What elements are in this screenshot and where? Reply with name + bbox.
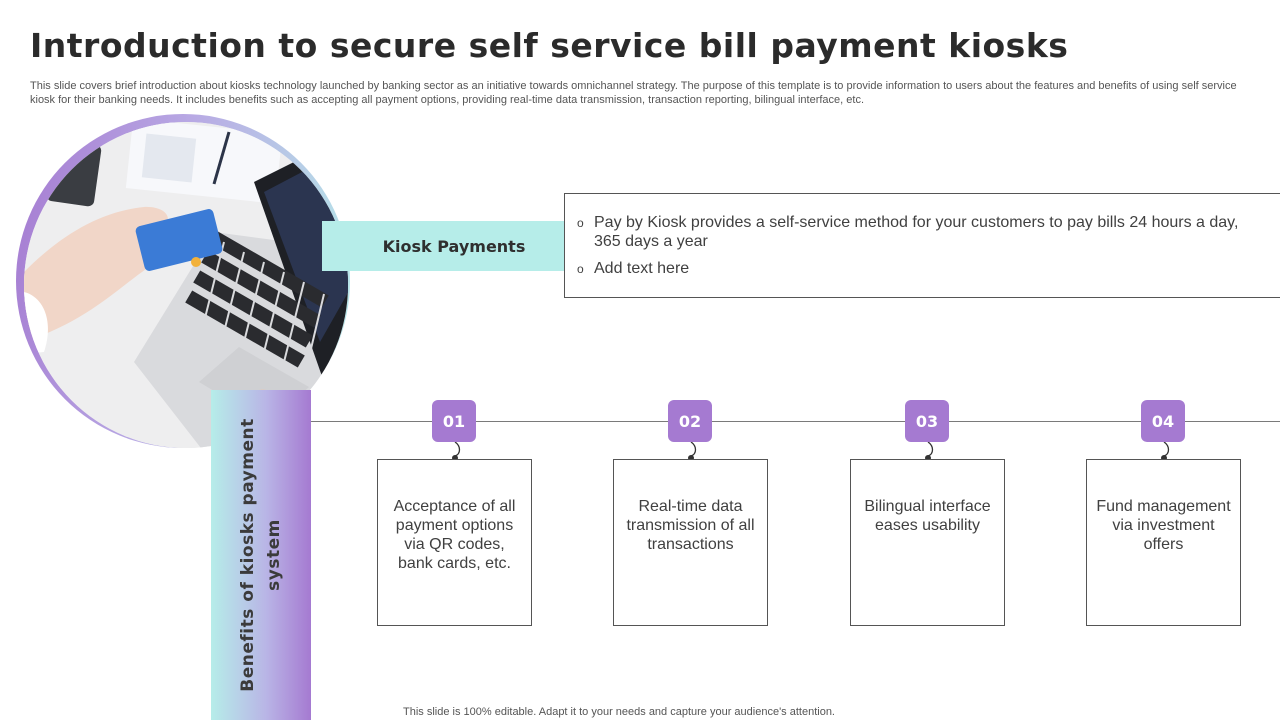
step-badge-04: 04 — [1141, 400, 1185, 442]
benefit-card-02: Real-time data transmission of all transactions — [613, 459, 768, 626]
bullet-marker: o — [577, 262, 584, 276]
step-badge-03: 03 — [905, 400, 949, 442]
step-badge-02: 02 — [668, 400, 712, 442]
footer-note: This slide is 100% editable. Adapt it to your needs and capture your audience's attention. — [403, 706, 835, 718]
bullet-item — [577, 259, 1260, 280]
benefit-card-04: Fund management via investment offers — [1086, 459, 1241, 626]
kiosk-payments-label: Kiosk Payments — [322, 221, 566, 271]
bullet-text: Pay by Kiosk provides a self-service method for your customers to pay bills 24 hours a day, 365 days a year — [594, 214, 1239, 250]
step-badge-01: 01 — [432, 400, 476, 442]
slide-description: This slide covers brief introduction about kiosks technology launched by banking sector as an initiative towards omnichannel strategy. The purpose of this template is to provide information to users about the features and benefits of using self service kiosk for their banking needs. It includes benefits such as accepting all payment options, providing real-time data transmission, transaction reporting, bilingual interface, etc. — [30, 80, 1237, 106]
bullet-text: Add text here — [594, 260, 690, 277]
bullet-item — [577, 213, 1260, 251]
benefits-band-label: Benefits of kiosks payment system — [238, 418, 284, 692]
bullet-marker: o — [577, 216, 584, 230]
kiosk-payments-textbox — [564, 193, 1280, 298]
page-title: Introduction to secure self service bill payment kiosks — [30, 26, 1069, 65]
benefit-card-03: Bilingual interface eases usability — [850, 459, 1005, 626]
benefit-card-01: Acceptance of all payment options via QR codes, bank cards, etc. — [377, 459, 532, 626]
